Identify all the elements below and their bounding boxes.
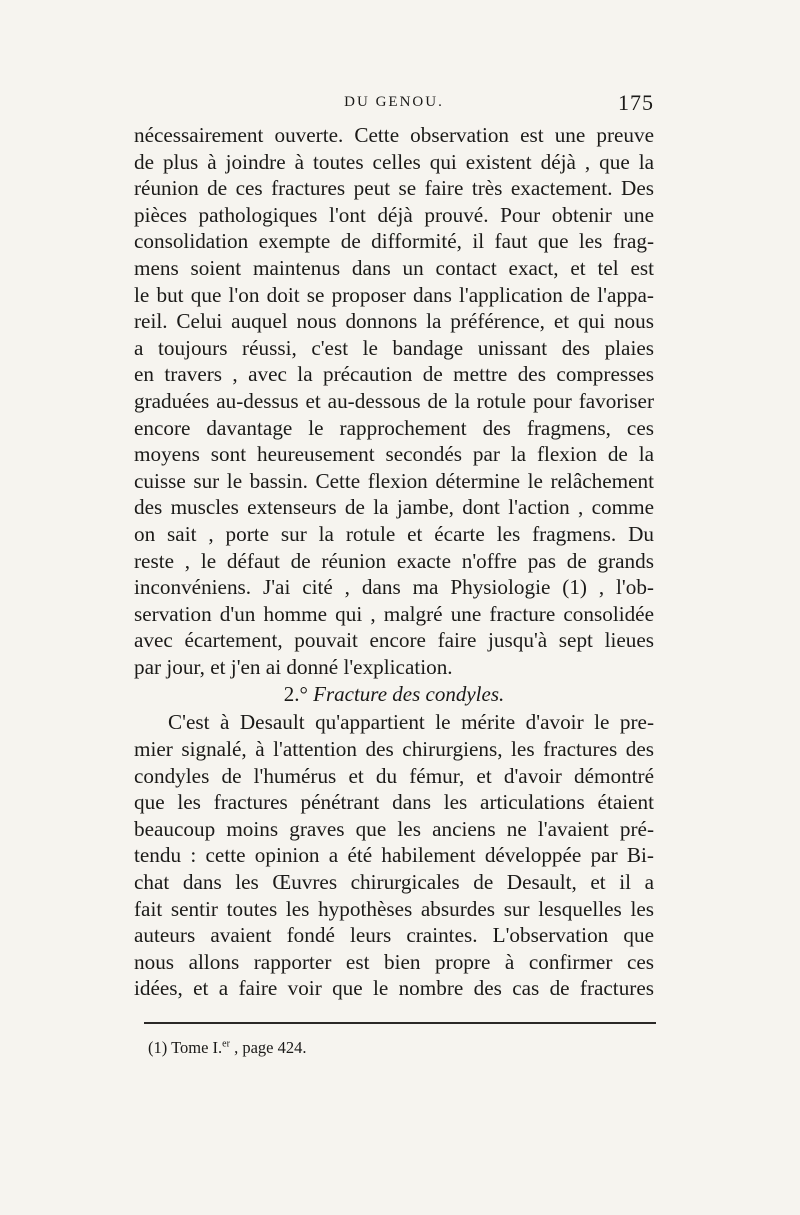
text-line: que les fractures pénétrant dans les articulations étaient: [134, 790, 654, 815]
text-line: graduées au-dessus et au-dessous de la rotule pour favoriser: [134, 388, 654, 413]
text-line: auteurs avaient fondé leurs craintes. L'observation que: [134, 923, 654, 948]
text-line: pièces pathologiques l'ont déjà prouvé. Pour obtenir une: [134, 202, 654, 227]
text-line: encore davantage le rapprochement des fragmens, ces: [134, 415, 654, 440]
text-line: avec écartement, pouvait encore faire jusqu'à sept lieues: [134, 628, 654, 653]
text-line: servation d'un homme qui , malgré une fracture consolidée: [134, 601, 654, 626]
text-line: de plus à joindre à toutes celles qui existent déjà , que la: [134, 149, 654, 174]
text-line: des muscles extenseurs de la jambe, dont l'action , comme: [134, 495, 654, 520]
footnote-marker: (1) Tome I.: [148, 1038, 223, 1057]
text-line: le but que l'on doit se proposer dans l'application de l'appa-: [134, 282, 654, 307]
text-line: C'est à Desault qu'appartient le mérite d'avoir le pre-: [168, 710, 654, 735]
body-text: [134, 122, 654, 1002]
text-line: reste , le défaut de réunion exacte n'offre pas de grands: [134, 548, 654, 573]
text-line: a toujours réussi, c'est le bandage unissant des plaies: [134, 335, 654, 360]
text-line: mens soient maintenus dans un contact exact, et tel est: [134, 255, 654, 280]
section-title: Fracture des condyles.: [313, 682, 505, 707]
text-line: en travers , avec la précaution de mettre des compresses: [134, 362, 654, 387]
footnote-rule: [144, 1022, 656, 1024]
text-line: consolidation exempte de difformité, il faut que les frag-: [134, 229, 654, 254]
text-line: idées, et a faire voir que le nombre des cas de fractures: [134, 976, 654, 1001]
text-line: fait sentir toutes les hypothèses absurdes sur lesquelles les: [134, 896, 654, 921]
page-header: [134, 90, 654, 116]
text-line: reil. Celui auquel nous donnons la préférence, et qui nous: [134, 309, 654, 334]
page-number: 175: [618, 90, 654, 115]
text-line: moyens sont heureusement secondés par la flexion de la: [134, 442, 654, 467]
paragraph-2: [134, 709, 654, 1002]
text-line: tendu : cette opinion a été habilement développée par Bi-: [134, 843, 654, 868]
footnote-superscript: er: [222, 1038, 230, 1050]
text-line: nous allons rapporter est bien propre à confirmer ces: [134, 949, 654, 974]
section-number: 2.°: [283, 682, 308, 707]
text-line: mier signalé, à l'attention des chirurgiens, les fractures des: [134, 737, 654, 762]
text-line: chat dans les Œuvres chirurgicales de Desault, et il a: [134, 870, 654, 895]
text-line: beaucoup moins graves que les anciens ne l'avaient pré-: [134, 816, 654, 841]
text-line: condyles de l'humérus et du fémur, et d'avoir démontré: [134, 763, 654, 788]
text-line: on sait , porte sur la rotule et écarte les fragmens. Du: [134, 521, 654, 546]
footnote-rest: , page 424.: [229, 1038, 307, 1057]
footnote: [148, 1038, 306, 1058]
text-line: cuisse sur le bassin. Cette flexion détermine le relâchement: [134, 468, 654, 493]
running-head: DU GENOU.: [344, 94, 444, 110]
paragraph-1: [134, 122, 654, 680]
text-line: inconvéniens. J'ai cité , dans ma Physiologie (1) , l'ob-: [134, 575, 654, 600]
text-line: nécessairement ouverte. Cette observation est une preuve: [134, 123, 654, 147]
section-heading: [134, 680, 654, 709]
text-line: par jour, et j'en ai donné l'explication.: [134, 654, 453, 679]
text-line: réunion de ces fractures peut se faire très exactement. Des: [134, 176, 654, 201]
